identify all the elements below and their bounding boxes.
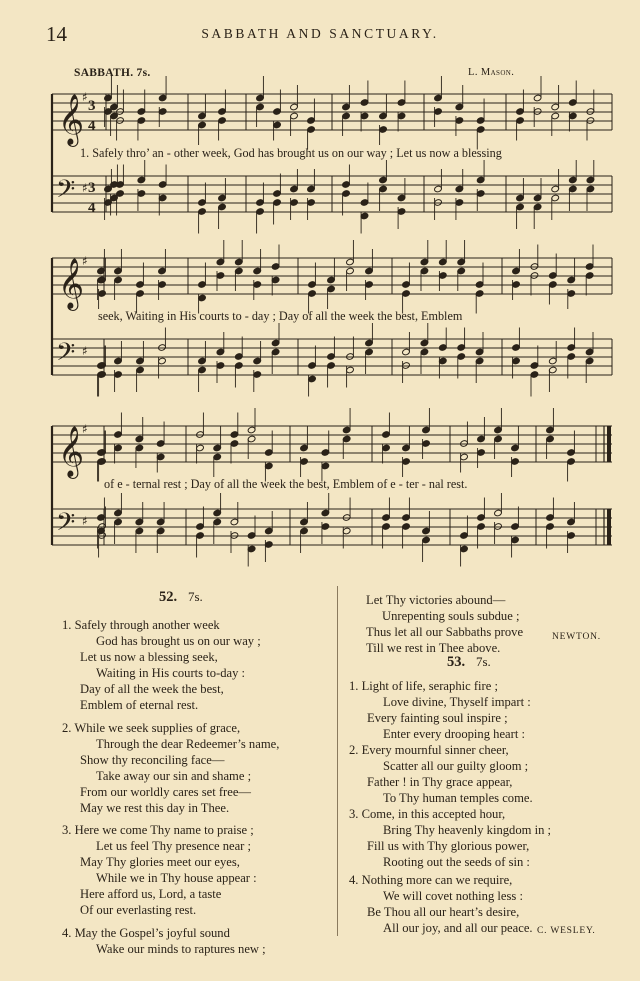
key-signature-sharp: ♯	[82, 254, 88, 268]
hymn-53-attribution: C. WESLEY.	[537, 926, 596, 936]
hymn-52-stanza-4-line: Thus let all our Sabbaths prove	[366, 625, 524, 639]
key-signature-sharp: ♯	[82, 181, 88, 195]
hymn-52-stanza-1-line: Emblem of eternal rest.	[80, 698, 199, 712]
hymn-53-number: 53.	[447, 654, 466, 670]
treble-clef: 𝄞	[58, 258, 85, 309]
hymn-53-stanza-4-line: All our joy, and all our peace.	[383, 921, 533, 935]
key-signature-sharp: ♯	[82, 514, 88, 528]
bass-clef: 𝄢	[56, 338, 76, 373]
hymn-52-stanza-4-line: Wake our minds to raptures new ;	[96, 942, 266, 956]
hymn-52-stanza-2-line: Through the dear Redeemer’s name,	[96, 737, 280, 751]
column-divider	[337, 586, 338, 936]
hymn-52-stanza-4-line: Unrepenting souls subdue ;	[382, 609, 520, 623]
tune-name: SABBATH. 7s.	[74, 67, 151, 79]
hymn-53-stanza-1-line: Every fainting soul inspire ;	[367, 711, 508, 725]
hymn-53-stanza-4-line: 4. Nothing more can we require,	[349, 873, 513, 887]
hymn-52-stanza-1-line: Day of all the week the best,	[80, 682, 224, 696]
score-lyric-line-2: seek, Waiting in His courts to - day ; Day of all the week the best, Emblem	[98, 309, 463, 323]
hymn-52-stanza-2-line: From our worldly cares set free—	[80, 785, 252, 799]
page-number: 14	[46, 22, 67, 46]
hymn-52-meter: 7s.	[188, 589, 203, 604]
time-signature-bottom: 4	[88, 118, 96, 134]
hymn-52-stanza-3-line: 3. Here we come Thy name to praise ;	[62, 823, 254, 837]
treble-clef: 𝄞	[58, 426, 85, 477]
hymn-52-stanza-4-line: 4. May the Gospel’s joyful sound	[62, 926, 230, 940]
time-signature-top: 3	[88, 98, 96, 114]
composer: L. Mason.	[468, 67, 515, 78]
hymn-52-stanza-3-line: While we in Thy house appear :	[96, 871, 257, 885]
key-signature-sharp: ♯	[82, 90, 88, 104]
hymn-52-stanza-3-line: Let us feel Thy presence near ;	[96, 839, 252, 853]
time-signature-bottom: 4	[88, 200, 96, 216]
key-signature-sharp: ♯	[82, 344, 88, 358]
final-barline-thick	[607, 509, 611, 545]
key-signature-sharp: ♯	[82, 422, 88, 436]
hymn-52-stanza-1-line: Let us now a blessing seek,	[80, 650, 218, 664]
hymn-53-stanza-2-line: Father ! in Thy grace appear,	[367, 775, 513, 789]
hymn-53-stanza-1-line: 1. Light of life, seraphic fire ;	[349, 679, 498, 693]
hymn-52-number: 52.	[159, 589, 178, 605]
hymn-53-stanza-3-line: 3. Come, in this accepted hour,	[349, 807, 506, 821]
hymn-53-stanza-4-line: We will covet nothing less :	[383, 889, 523, 903]
hymn-53-meter: 7s.	[476, 654, 491, 669]
hymn-52-heading	[159, 589, 203, 606]
hymn-52-stanza-4-line: Let Thy victories abound—	[366, 593, 506, 607]
bass-clef: 𝄢	[56, 508, 76, 543]
hymn-53-stanza-4-line: Be Thou all our heart’s desire,	[367, 905, 520, 919]
hymn-53-stanza-2-line: Scatter all our guilty gloom ;	[383, 759, 529, 773]
running-title: SABBATH AND SANCTUARY.	[201, 26, 439, 41]
hymn-52-attribution: NEWTON.	[552, 632, 601, 642]
hymn-52-stanza-3-line: May Thy glories meet our eyes,	[80, 855, 240, 869]
hymn-53-stanza-3-line: Rooting out the seeds of sin :	[383, 855, 530, 869]
final-barline-thick	[607, 426, 611, 462]
score-lyric-line-3: of e - ternal rest ; Day of all the week the best, Emblem of e - ter - nal rest.	[104, 477, 468, 491]
hymn-53-stanza-3-line: Bring Thy heavenly kingdom in ;	[383, 823, 552, 837]
hymn-53-stanza-2-line: To Thy human temples come.	[383, 791, 533, 805]
hymn-52-stanza-2-line: Take away our sin and shame ;	[96, 769, 252, 783]
hymn-52-stanza-2-line: May we rest this day in Thee.	[80, 801, 230, 815]
hymn-52-stanza-1-line: Waiting in His courts to-day :	[96, 666, 246, 680]
hymn-52-stanza-4-line: Till we rest in Thee above.	[366, 641, 501, 655]
hymn-53-heading	[447, 654, 491, 671]
hymn-53-stanza-1-line: Love divine, Thyself impart :	[383, 695, 531, 709]
bass-clef: 𝄢	[56, 175, 76, 210]
hymn-52-stanza-2-line: 2. While we seek supplies of grace,	[62, 721, 241, 735]
hymn-53-stanza-2-line: 2. Every mournful sinner cheer,	[349, 743, 509, 757]
hymn-52-stanza-3-line: Here afford us, Lord, a taste	[80, 887, 222, 901]
hymn-52-stanza-3-line: Of our everlasting rest.	[80, 903, 197, 917]
hymn-52-stanza-2-line: Show thy reconciling face—	[80, 753, 225, 767]
hymn-52-stanza-1-line: 1. Safely through another week	[62, 618, 220, 632]
treble-clef: 𝄞	[58, 94, 85, 145]
hymn-53-stanza-3-line: Fill us with Thy glorious power,	[367, 839, 530, 853]
hymn-53-stanza-1-line: Enter every drooping heart :	[383, 727, 525, 741]
score-lyric-line-1: 1. Safely thro’ an - other week, God has brought us on our way ; Let us now a blessing	[80, 146, 502, 160]
hymn-52-stanza-1-line: God has brought us on our way ;	[96, 634, 261, 648]
time-signature-top: 3	[88, 180, 96, 196]
